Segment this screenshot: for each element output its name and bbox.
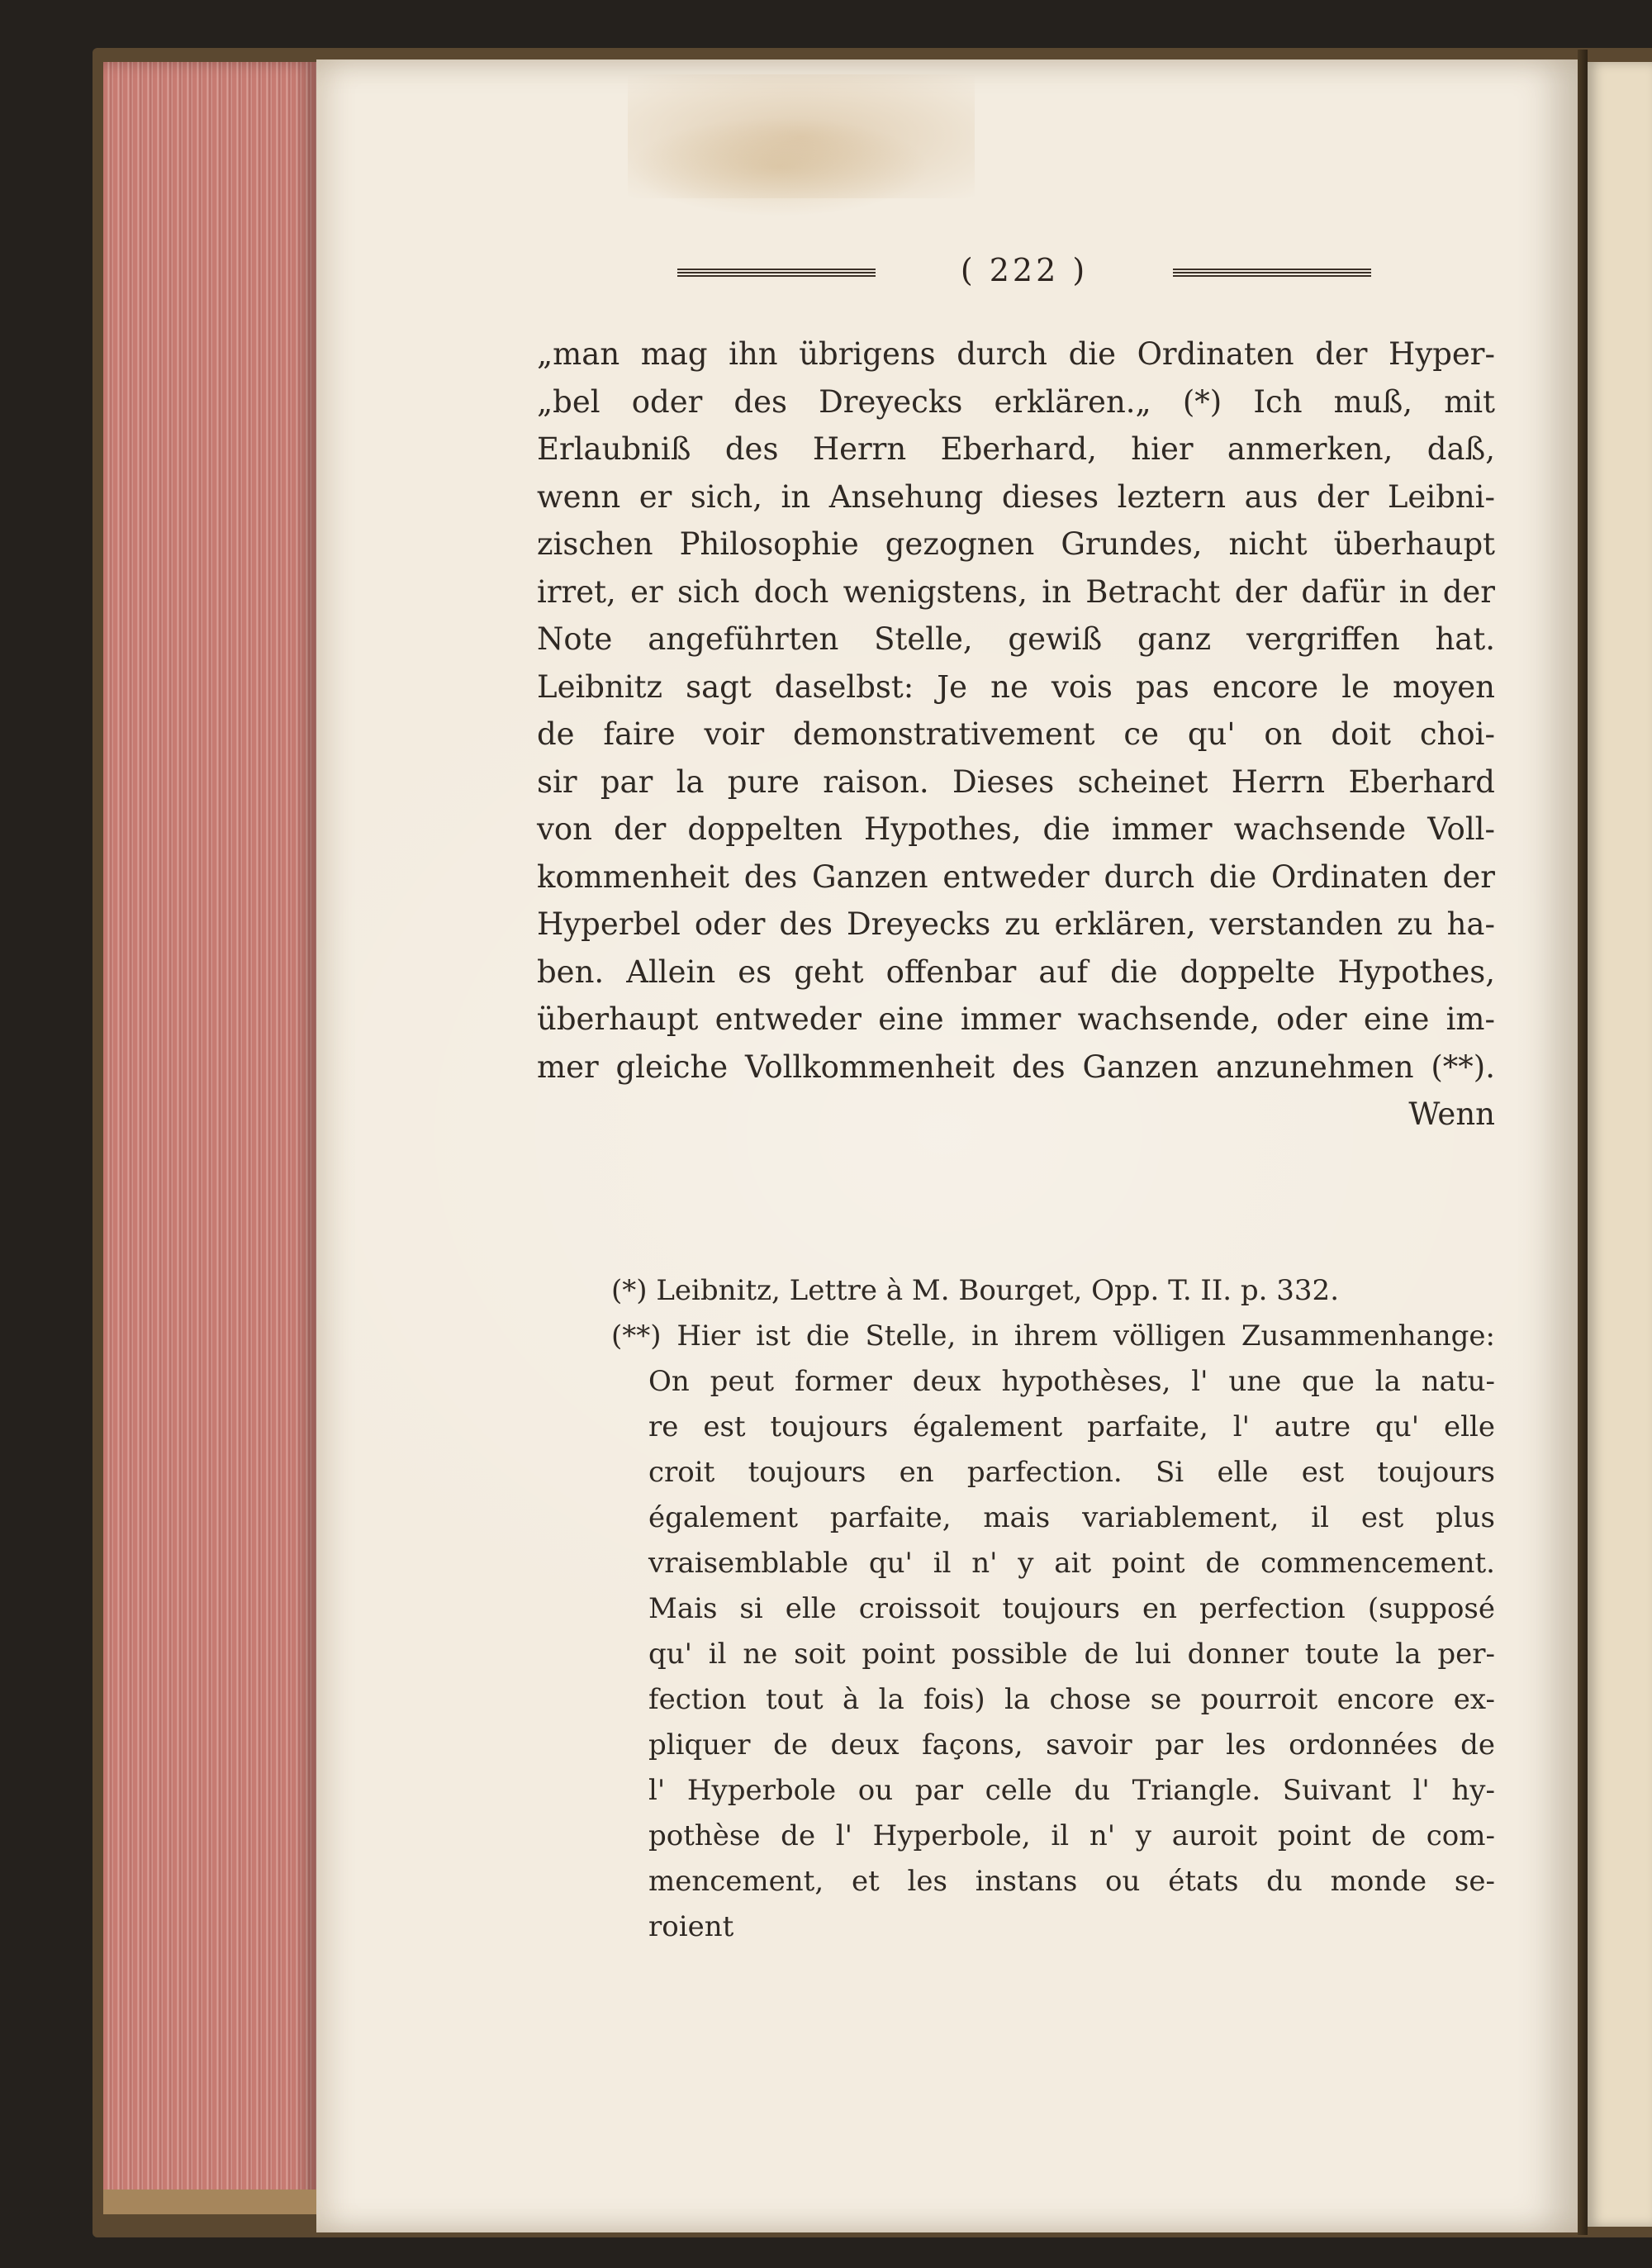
footnote-line: qu' il ne soit point possible de lui donner toute la per- xyxy=(648,1638,1495,1671)
catchword: Wenn xyxy=(1408,1096,1495,1132)
facing-page-edge xyxy=(1588,62,1652,2227)
text-line: Note angeführten Stelle, gewiß ganz vergriffen hat. xyxy=(537,621,1495,657)
page-header xyxy=(677,252,1371,293)
footnote-line: re est toujours également parfaite, l' autre qu' elle xyxy=(648,1410,1495,1443)
footnote-line: On peut former deux hypothèses, l' une que la natu- xyxy=(648,1365,1495,1398)
text-line: mer gleiche Vollkommenheit des Ganzen anzunehmen (**). xyxy=(537,1048,1495,1085)
footnote-line: fection tout à la fois) la chose se pourroit encore ex- xyxy=(648,1683,1495,1716)
page-edges xyxy=(103,62,316,2214)
main-text xyxy=(537,330,1495,1139)
footnote-line: pliquer de deux façons, savoir par les ordonnées de xyxy=(648,1728,1495,1762)
text-line: Hyperbel oder des Dreyecks zu erklären, verstanden zu ha- xyxy=(537,906,1495,942)
footnote-line: vraisemblable qu' il n' y ait point de commencement. xyxy=(648,1547,1495,1580)
footnote-line: mencement, et les instans ou états du monde se- xyxy=(648,1865,1495,1898)
footnote-2-quote xyxy=(537,1359,1495,1950)
footnote-line: également parfaite, mais variablement, il est plus xyxy=(648,1501,1495,1534)
footnote-line: l' Hyperbole ou par celle du Triangle. Suivant l' hy- xyxy=(648,1774,1495,1807)
text-line: kommenheit des Ganzen entweder durch die Ordinaten der xyxy=(537,858,1495,895)
footnote-line: Mais si elle croissoit toujours en perfection (supposé xyxy=(648,1592,1495,1625)
text-line: sir par la pure raison. Dieses scheinet Herrn Eberhard xyxy=(537,763,1495,800)
footnotes xyxy=(537,1268,1495,1950)
footnote-2-head: (**) Hier ist die Stelle, in ihrem völligen Zusammenhange: xyxy=(611,1319,1495,1353)
book-gutter xyxy=(1578,50,1588,2235)
text-line: Erlaubniß des Herrn Eberhard, hier anmerken, daß, xyxy=(537,431,1495,467)
page-number: ( 222 ) xyxy=(960,252,1089,288)
text-line: Leibnitz sagt daselbst: Je ne vois pas encore le moyen xyxy=(537,668,1495,705)
text-line: irret, er sich doch wenigstens, in Betracht der dafür in der xyxy=(537,573,1495,610)
page-edges-bottom xyxy=(103,2190,316,2214)
footnote-line: croit toujours en parfection. Si elle est toujours xyxy=(648,1456,1495,1489)
footnote-line: pothèse de l' Hyperbole, il n' y auroit point de com- xyxy=(648,1819,1495,1852)
water-stain xyxy=(628,74,975,198)
text-line: de faire voir demonstrativement ce qu' on doit choi- xyxy=(537,716,1495,752)
footnote-1: (*) Leibnitz, Lettre à M. Bourget, Opp. T. II. p. 332. xyxy=(611,1274,1339,1307)
text-line: ben. Allein es geht offenbar auf die doppelte Hypothes, xyxy=(537,953,1495,990)
header-rule-right xyxy=(1173,269,1371,278)
text-line: „bel oder des Dreyecks erklären.„ (*) Ich muß, mit xyxy=(537,383,1495,420)
text-line: zischen Philosophie gezognen Grundes, nicht überhaupt xyxy=(537,526,1495,562)
text-line: von der doppelten Hypothes, die immer wachsende Voll- xyxy=(537,811,1495,847)
text-line: „man mag ihn übrigens durch die Ordinaten der Hyper- xyxy=(537,336,1495,372)
text-line: wenn er sich, in Ansehung dieses leztern aus der Leibni- xyxy=(537,478,1495,515)
footnote-catchword: roient xyxy=(648,1910,734,1943)
text-line: überhaupt entweder eine immer wachsende, oder eine im- xyxy=(537,1001,1495,1037)
